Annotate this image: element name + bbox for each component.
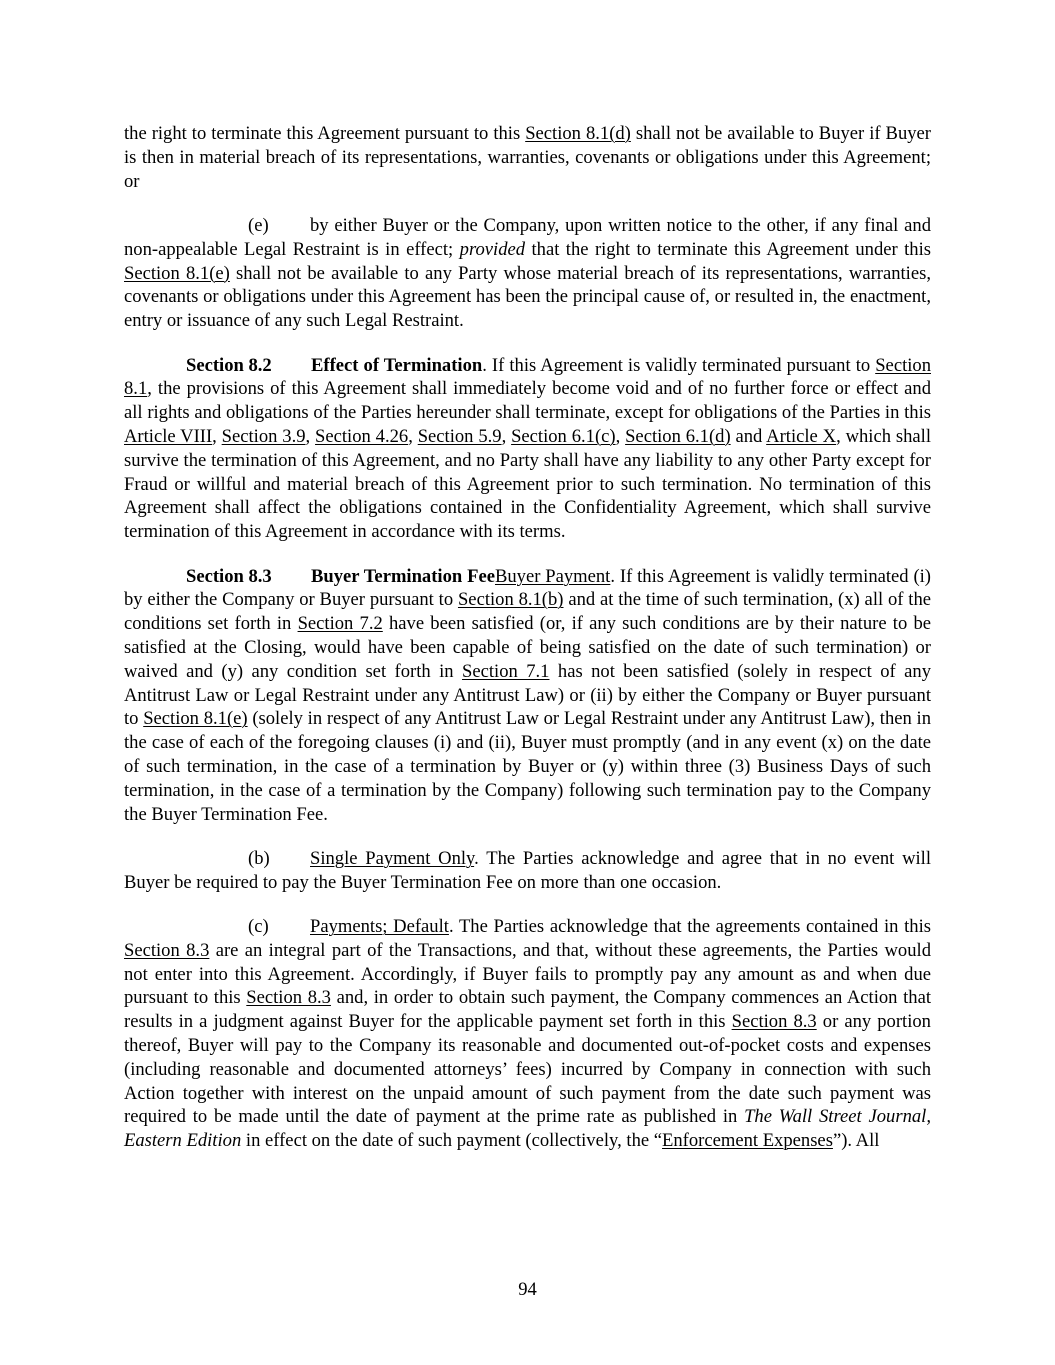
italic-term: provided	[459, 238, 526, 260]
text-run: ,	[305, 425, 316, 447]
section-reference: Section 7.2	[297, 613, 383, 635]
text-run: . If this Agreement is validly terminated pursuant to	[482, 354, 876, 376]
text-run: . If this Agreement is validly terminated (i) by either the Company or Buyer pursuant to	[124, 565, 931, 611]
text-run: ,	[501, 425, 512, 447]
section-reference: Section 8.1(d)	[525, 123, 631, 144]
text-run: , the provisions of this Agreement shall immediately become void and of no further force or effect and all rights and obligations of the Parties hereunder shall terminate, except for obligations of the Parties in this	[124, 378, 931, 424]
text-run: ,	[212, 425, 222, 447]
paragraph-8-1-d-continued	[124, 122, 931, 193]
text-run: shall not be available to Buyer if Buyer is then in material breach of its representations, warranties, covenants or obligations under this Agreement; or	[124, 123, 932, 192]
section-reference: Section 8.1(b)	[457, 589, 564, 611]
section-reference: Section 5.9	[417, 425, 502, 447]
section-number: Section 8.3	[186, 565, 272, 587]
section-8-3	[124, 565, 931, 827]
page-number: 94	[518, 1279, 537, 1300]
publication-title: The Wall Street Journal, Eastern Edition	[124, 1106, 931, 1152]
text-run: in effect on the date of such payment (collectively, the “	[241, 1130, 663, 1152]
section-number: Section 8.2	[186, 354, 272, 376]
section-reference: Section 3.9	[221, 425, 306, 447]
text-run: that the right to terminate this Agreement under this	[525, 238, 931, 260]
clause-heading: Single Payment Only	[310, 847, 475, 869]
text-run: or any portion thereof, Buyer will pay to the Company its reasonable and documented out-of-pocket costs and expenses (including reasonable and documented attorneys’ fees) incurred by Company in connection with such Action together with interest on the unpaid amount of such payment from the date such payment was required to be made until the date of payment at the prime rate as published in	[124, 1011, 931, 1128]
section-8-2	[124, 354, 931, 544]
text-run: shall not be available to any Party whose material breach of its representations, warranties, covenants or obligations under this Agreement has been the principal cause of, or resulted in, the enactment, entry or issuance of any such Legal Restraint.	[124, 262, 931, 332]
paragraph-8-3-b	[124, 847, 931, 895]
text-run: (solely in respect of any Antitrust Law or Legal Restraint under any Antitrust Law), then in the case of each of the foregoing clauses (i) and (ii), Buyer must promptly (and in any event (x) on the date of such termination, in the case of a termination by Buyer or (y) within three (3) Business Days of such termination, in the case of a termination by the Company) following such termination pay to the Company the Buyer Termination Fee.	[124, 708, 931, 825]
text-run: the right to terminate this Agreement pursuant to this	[124, 123, 526, 144]
text-run: and at the time of such termination, (x) all of the conditions set forth in	[124, 589, 931, 635]
text-run: and, in order to obtain such payment, the Company commences an Action that results in a judgment against Buyer for the applicable payment set forth in this	[124, 987, 931, 1033]
section-reference: Section 6.1(c)	[511, 425, 616, 447]
clause-heading: Payments; Default	[310, 916, 449, 938]
clause-number: (b)	[248, 847, 270, 869]
section-reference: Section 4.26	[315, 425, 409, 447]
section-title: Buyer Termination Fee	[311, 565, 495, 587]
section-reference: Section 8.3	[731, 1011, 817, 1033]
text-run: by either Buyer or the Company, upon written notice to the other, if any final and non-appealable Legal Restraint is in effect;	[124, 214, 931, 260]
paragraph-8-1-e	[124, 214, 931, 333]
section-reference: Section 8.1(e)	[124, 262, 230, 284]
text-run: . The Parties acknowledge and agree that in no event will Buyer be required to pay the Buyer Termination Fee on more than one occasion.	[124, 847, 931, 893]
section-reference: Section 6.1(d)	[625, 425, 731, 447]
section-reference: Section 8.3	[124, 939, 210, 961]
defined-term: Enforcement Expenses	[662, 1130, 833, 1152]
paragraph-8-3-c	[124, 915, 931, 1153]
clause-number: (c)	[248, 916, 269, 938]
section-reference: Section 8.3	[246, 987, 331, 1009]
text-run: ,	[408, 425, 418, 447]
section-reference: Section 8.1(e)	[143, 708, 248, 730]
clause-number: (e)	[248, 214, 269, 236]
section-reference: Section 7.1	[462, 660, 550, 682]
section-title-revision: Buyer Payment	[494, 565, 611, 587]
document-body	[124, 122, 931, 1174]
text-run: has not been satisfied (solely in respect of any Antitrust Law or Legal Restraint under any Antitrust Law) or (ii) by either the Company or Buyer pursuant to	[124, 660, 931, 730]
text-run: . The Parties acknowledge that the agreements contained in this	[448, 916, 932, 938]
section-reference: Section 8.1	[124, 354, 931, 400]
section-title: Effect of Termination	[311, 354, 483, 376]
text-run: have been satisfied (or, if any such conditions are by their nature to be satisfied at the Closing, would have been capable of being satisfied on the date of such termination) or waived and (y) any condition set forth in	[124, 613, 932, 682]
text-run: and	[730, 425, 767, 447]
text-run: , which shall survive the termination of this Agreement, and no Party shall have any liability to any other Party except for Fraud or willful and material breach of this Agreement prior to such termination. No termination of this Agreement shall affect the obligations contained in the Confidentiality Agreement, which shall survive termination of this Agreement in accordance with its terms.	[124, 425, 931, 543]
text-run: are an integral part of the Transactions, and that, without these agreements, the Parties would not enter into this Agreement. Accordingly, if Buyer fails to promptly pay any amount as and when due pursuant to this	[124, 939, 931, 1009]
text-run: ”). All	[832, 1130, 880, 1152]
text-run: ,	[615, 425, 626, 447]
article-reference: Article X	[766, 425, 837, 447]
article-reference: Article VIII	[124, 425, 213, 447]
